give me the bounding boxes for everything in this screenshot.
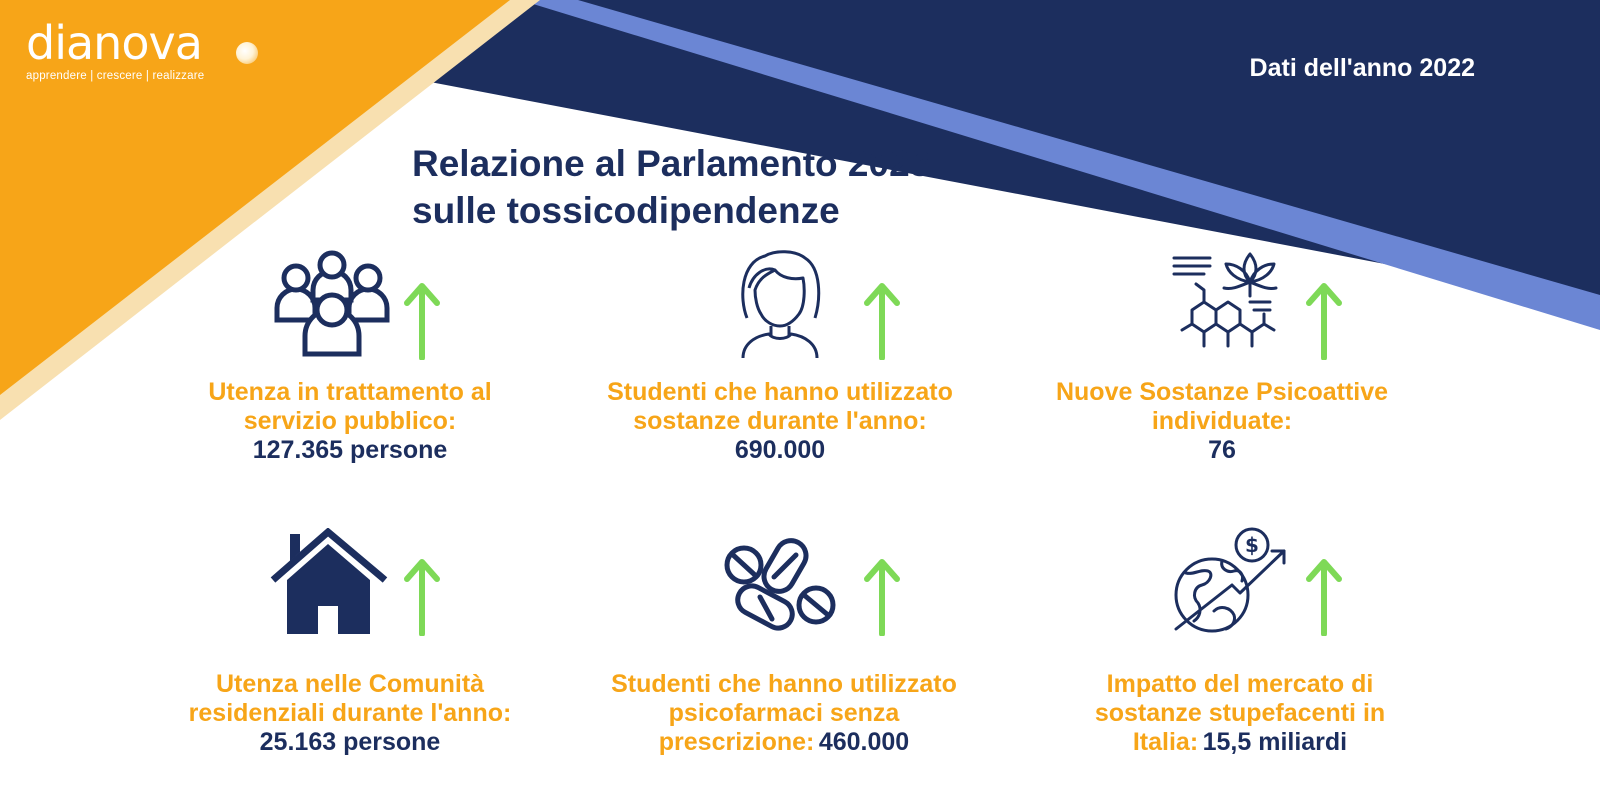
trend-up-arrow-icon [402, 280, 442, 360]
stat-label: sostanze durante l'anno: [633, 407, 927, 435]
stat-label: Studenti che hanno utilizzato [611, 670, 957, 698]
student-icon [735, 248, 825, 360]
globe-money-icon [1172, 525, 1292, 637]
trend-up-arrow-icon [402, 556, 442, 636]
stat-value: 127.365 persone [252, 436, 448, 464]
stat-students-substances [570, 378, 990, 465]
people-group-icon [272, 250, 392, 360]
stat-value: 76 [1208, 436, 1236, 464]
stat-label: Italia: [1132, 728, 1199, 756]
stat-label: individuate: [1151, 407, 1293, 435]
stat-label: sostanze stupefacenti in [1094, 699, 1386, 727]
svg-text:$: $ [1245, 533, 1259, 557]
stat-value: 690.000 [734, 436, 826, 464]
stat-label: Utenza nelle Comunità [215, 670, 485, 698]
stat-value: 460.000 [818, 728, 910, 756]
year-label: Dati dell'anno 2022 [1249, 54, 1475, 82]
stat-drug-market-impact [1030, 670, 1450, 757]
stat-label: Impatto del mercato di [1106, 670, 1374, 698]
trend-up-arrow-icon [1304, 556, 1344, 636]
pills-icon [722, 535, 842, 635]
stat-label: residenziali durante l'anno: [188, 699, 512, 727]
title-line-1: Relazione al Parlamento 2023 [412, 143, 931, 184]
trend-up-arrow-icon [862, 280, 902, 360]
stat-new-psychoactive-substances [1012, 378, 1432, 465]
stat-label: Studenti che hanno utilizzato [607, 378, 953, 406]
stat-label: Utenza in trattamento al [208, 378, 492, 406]
brand-name: dianova [26, 16, 202, 70]
logo-dot-icon [236, 42, 258, 64]
page-title [412, 140, 930, 234]
stat-label: servizio pubblico: [243, 407, 457, 435]
stat-treatment-users [140, 378, 560, 465]
molecule-leaf-icon [1170, 250, 1280, 360]
trend-up-arrow-icon [1304, 280, 1344, 360]
brand-logo [26, 16, 205, 82]
stat-label: prescrizione: [658, 728, 815, 756]
stat-label: Nuove Sostanze Psicoattive [1055, 378, 1389, 406]
stat-value: 15,5 miliardi [1202, 728, 1348, 756]
stat-students-psychodrugs [574, 670, 994, 757]
title-line-2: sulle tossicodipendenze [412, 190, 840, 231]
house-icon [270, 528, 390, 638]
stat-label: psicofarmaci senza [668, 699, 900, 727]
stat-value: 25.163 persone [259, 728, 441, 756]
trend-up-arrow-icon [862, 556, 902, 636]
brand-tagline: apprendere | crescere | realizzare [26, 70, 205, 82]
stat-community-users [140, 670, 560, 757]
